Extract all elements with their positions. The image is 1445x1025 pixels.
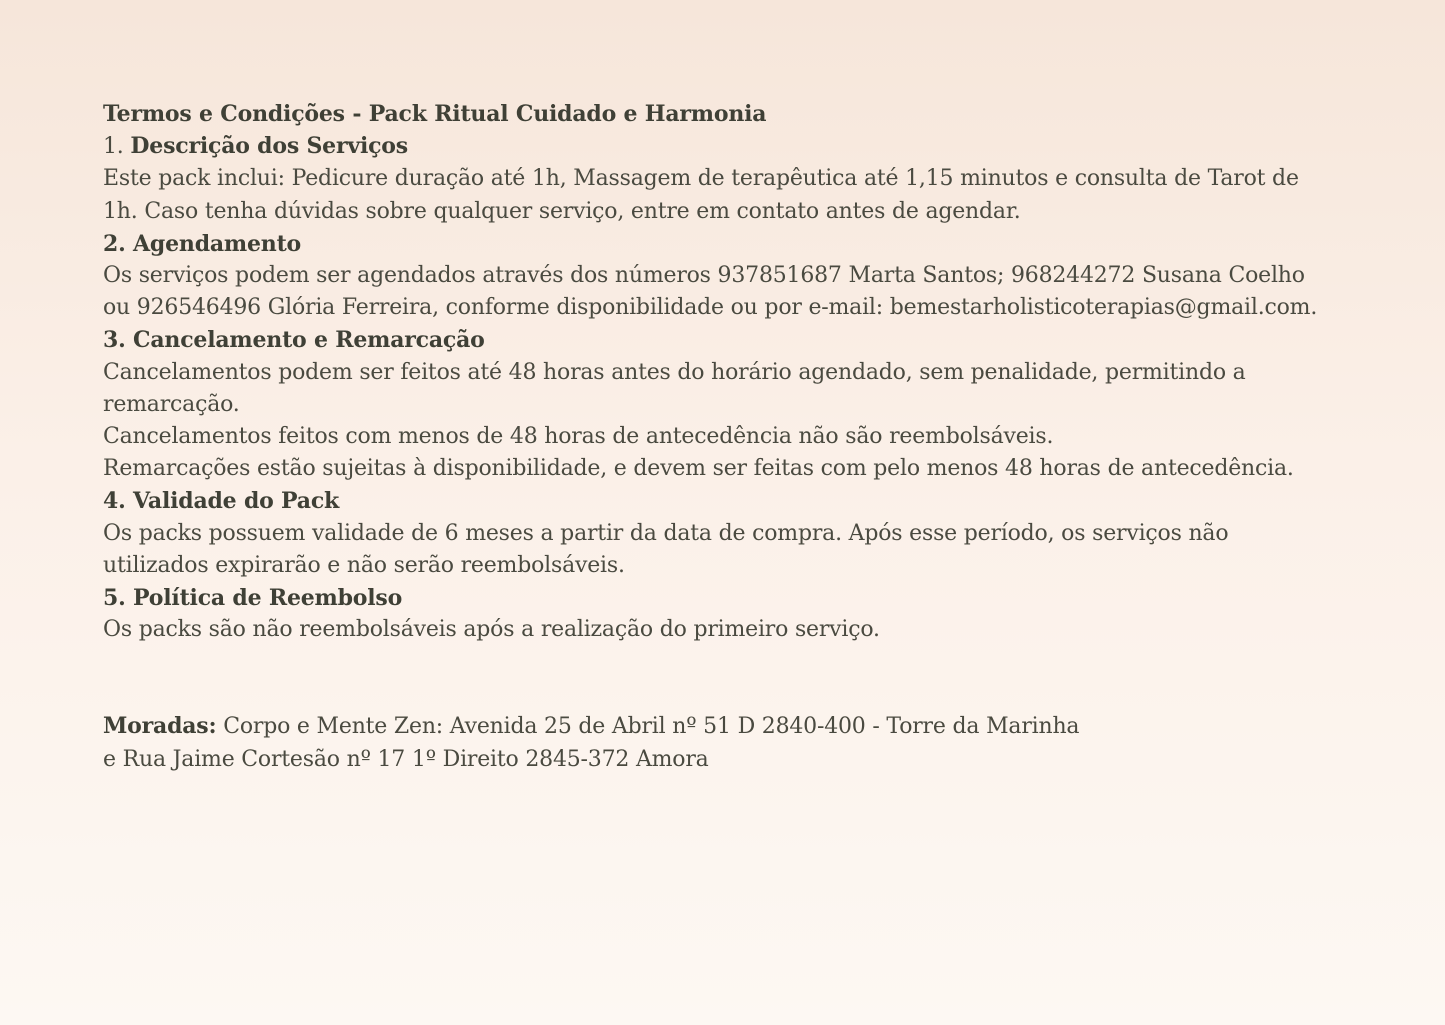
section-3-paragraph-2: Cancelamentos feitos com menos de 48 horas de antecedência não são reembolsáveis. bbox=[103, 424, 1054, 450]
address-line-1 bbox=[103, 710, 1323, 743]
document-title: Termos e Condições - Pack Ritual Cuidado e Harmonia bbox=[103, 101, 767, 127]
section-number-2: 2. bbox=[103, 230, 126, 257]
section-4-paragraph: Os packs possuem validade de 6 meses a partir da data de compra. Após esse período, os serviços não utilizados expirarão e não serão reembolsáveis. bbox=[103, 520, 1229, 578]
section-title-4: Validade do Pack bbox=[133, 488, 340, 515]
section-heading-4 bbox=[103, 485, 1323, 517]
section-heading-2 bbox=[103, 228, 1323, 260]
section-3-paragraph-1: Cancelamentos podem ser feitos até 48 horas antes do horário agendado, sem penalidade, permitindo a remarcação. bbox=[103, 359, 1246, 417]
section-number-4: 4. bbox=[103, 488, 126, 515]
address-label: Moradas: bbox=[103, 713, 217, 740]
section-number-3: 3. bbox=[103, 327, 126, 354]
address-line-2: e Rua Jaime Cortesão nº 17 1º Direito 2845-372 Amora bbox=[103, 746, 709, 772]
section-spacer bbox=[103, 646, 1323, 710]
section-1-paragraph: Este pack inclui: Pedicure duração até 1h, Massagem de terapêutica até 1,15 minutos e consulta de Tarot de 1h. Caso tenha dúvidas sobre qualquer serviço, entre em contato antes de agendar. bbox=[103, 166, 1299, 224]
section-heading-5 bbox=[103, 582, 1323, 614]
section-title-2: Agendamento bbox=[133, 230, 302, 257]
section-2-paragraph: Os serviços podem ser agendados através dos números 937851687 Marta Santos; 968244272 Susana Coelho ou 926546496 Glória Ferreira, conforme disponibilidade ou por e-mail: bemestarholisticoterapias@gmail.com. bbox=[103, 263, 1318, 321]
section-title-3: Cancelamento e Remarcação bbox=[133, 327, 485, 354]
section-heading-3 bbox=[103, 324, 1323, 356]
section-heading-1 bbox=[103, 130, 1323, 163]
section-3-paragraph-3: Remarcações estão sujeitas à disponibilidade, e devem ser feitas com pelo menos 48 horas de antecedência. bbox=[103, 456, 1294, 482]
address-text-1: Corpo e Mente Zen: Avenida 25 de Abril nº 51 D 2840-400 - Torre da Marinha bbox=[216, 714, 1080, 740]
section-number-1: 1. bbox=[103, 134, 124, 160]
section-number-5: 5. bbox=[103, 585, 126, 612]
terms-document bbox=[103, 98, 1323, 776]
section-title-1: Descrição dos Serviços bbox=[130, 133, 408, 160]
section-5-paragraph: Os packs são não reembolsáveis após a realização do primeiro serviço. bbox=[103, 617, 880, 643]
section-title-5: Política de Reembolso bbox=[133, 585, 403, 612]
